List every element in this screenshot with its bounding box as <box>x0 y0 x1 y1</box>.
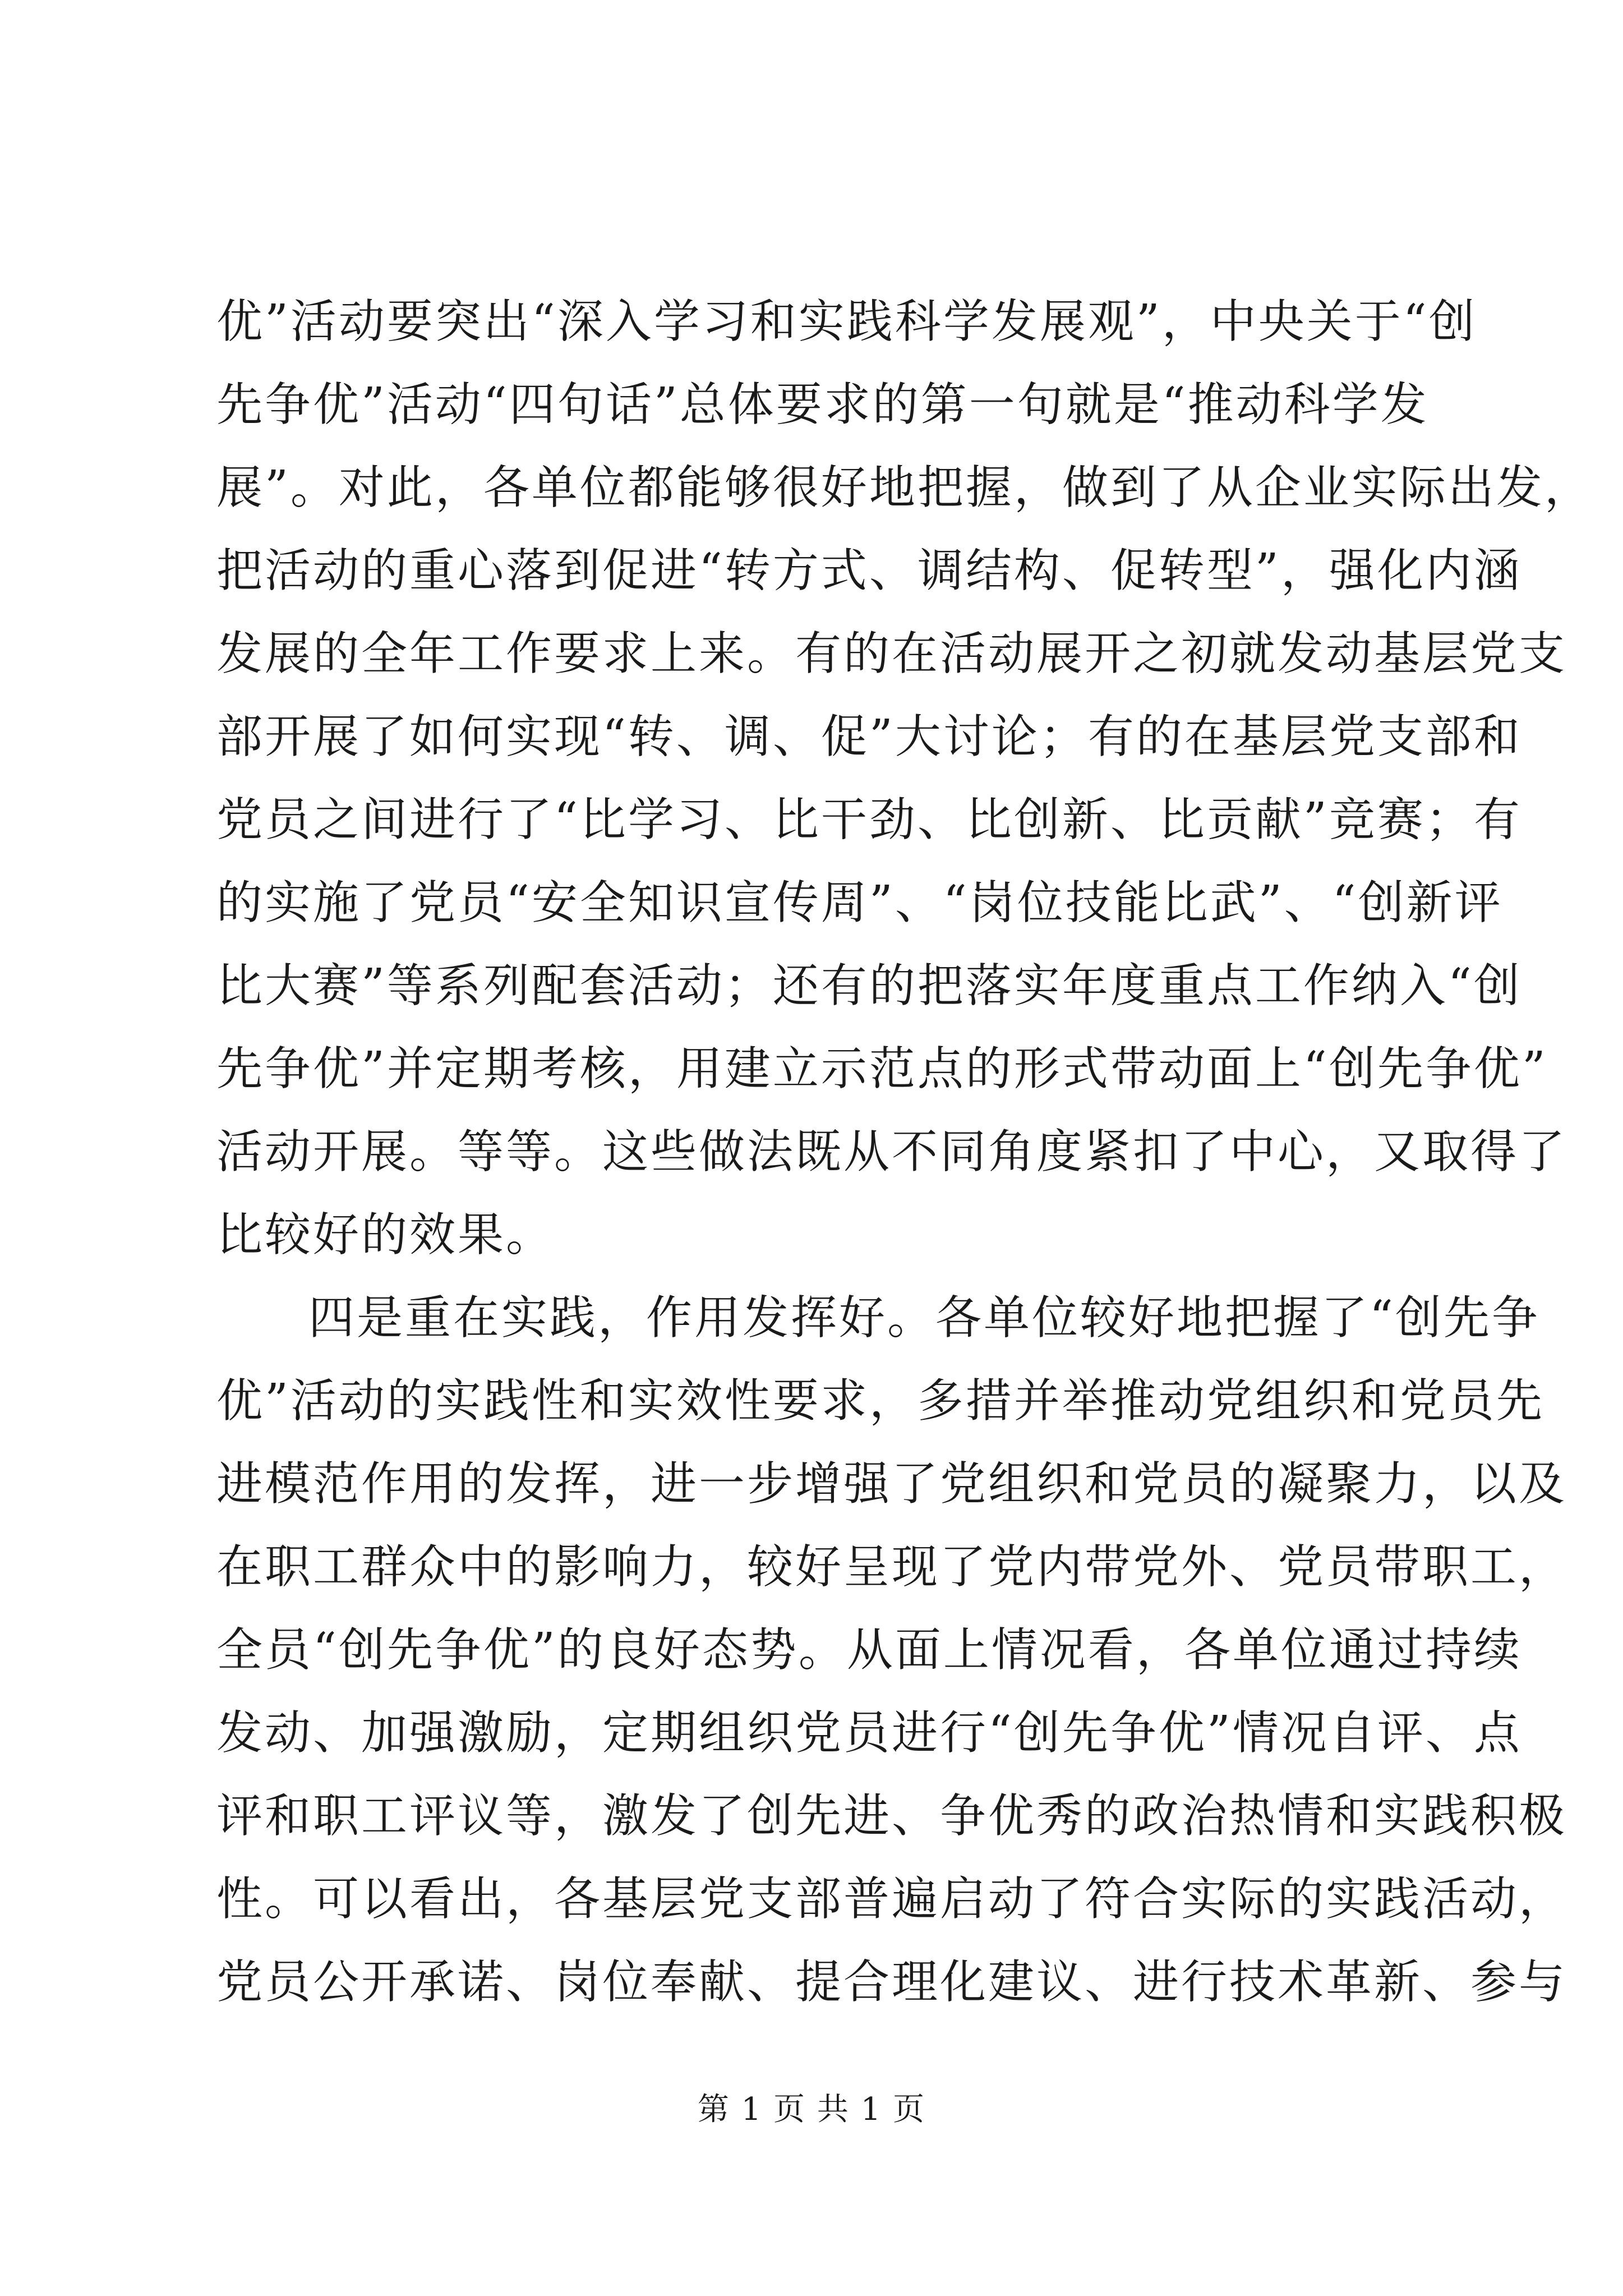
text-line: 发展的全年工作要求上来。有的在活动展开之初就发动基层党支 <box>216 627 1567 680</box>
text-line: 党员之间进行了“比学习、比干劲、比创新、比贡献”竞赛；有 <box>216 793 1522 846</box>
text-line: 发动、加强激励，定期组织党员进行“创先争优”情况自评、点 <box>216 1706 1522 1760</box>
text-line: 四是重在实践，作用发挥好。各单位较好地把握了“创先争 <box>308 1291 1540 1345</box>
text-line: 先争优”并定期考核，用建立示范点的形式带动面上“创先争优” <box>216 1042 1548 1096</box>
text-line: 性。可以看出，各基层党支部普遍启动了符合实际的实践活动， <box>216 1872 1567 1926</box>
text-line: 比较好的效果。 <box>216 1208 555 1262</box>
text-line: 进模范作用的发挥，进一步增强了党组织和党员的凝聚力，以及 <box>216 1457 1567 1511</box>
text-line: 评和职工评议等，激发了创先进、争优秀的政治热情和实践积极 <box>216 1789 1567 1843</box>
text-line: 把活动的重心落到促进“转方式、调结构、促转型”，强化内涵 <box>216 544 1522 597</box>
text-line: 比大赛”等系列配套活动；还有的把落实年度重点工作纳入“创 <box>216 959 1522 1013</box>
text-line: 全员“创先争优”的良好态势。从面上情况看，各单位通过持续 <box>216 1623 1522 1677</box>
text-line: 优”活动的实践性和实效性要求，多措并举推动党组织和党员先 <box>216 1374 1544 1428</box>
text-line: 在职工群众中的影响力，较好呈现了党内带党外、党员带职工， <box>216 1540 1567 1594</box>
text-line: 的实施了党员“安全知识宣传周”、“岗位技能比武”、“创新评 <box>216 876 1503 930</box>
page-number-footer: 第 1 页 共 1 页 <box>697 2091 926 2128</box>
text-line: 部开展了如何实现“转、调、促”大讨论；有的在基层党支部和 <box>216 710 1522 763</box>
text-line: 优”活动要突出“深入学习和实践科学发展观”，中央关于“创 <box>216 295 1477 348</box>
text-line: 党员公开承诺、岗位奉献、提合理化建议、进行技术革新、参与 <box>216 1955 1567 2009</box>
text-line: 先争优”活动“四句话”总体要求的第一句就是“推动科学发 <box>216 378 1429 431</box>
body-text <box>216 280 1593 2024</box>
text-line: 活动开展。等等。这些做法既从不同角度紧扣了中心，又取得了 <box>216 1125 1567 1179</box>
text-line: 展”。对此，各单位都能够很好地把握，做到了从企业实际出发， <box>216 461 1593 514</box>
